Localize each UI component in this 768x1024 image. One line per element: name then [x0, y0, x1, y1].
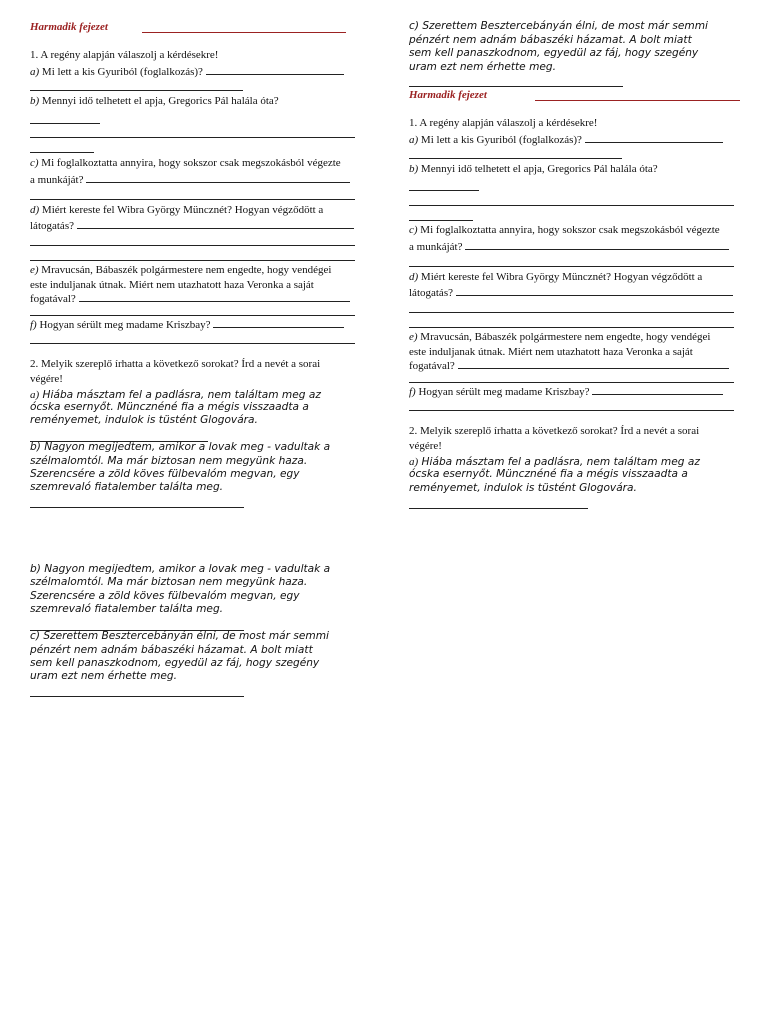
- quote-a-cont: ócska esernyőt. Müncznéné fia a mégis visszaadta a: [30, 401, 309, 413]
- quote-b: b) Nagyon megijedtem, amikor a lovak meg - vadultak a: [30, 441, 331, 453]
- question-a: a) Mi lett a kis Gyuriból (foglalkozás)?: [30, 64, 368, 80]
- quote-b-repeat-cont: szemrevaló fiatalember találta meg.: [30, 603, 224, 615]
- quote-c-top-cont: pénzért nem adnám bábaszéki házamat. A bolt miatt: [409, 34, 692, 46]
- answer-line[interactable]: [409, 86, 623, 87]
- question-c: c) Mi foglalkoztatta annyira, hogy sokszor csak megszokásból végezte: [30, 157, 341, 169]
- answer-line[interactable]: [30, 137, 355, 138]
- question-e: e) Mravucsán, Bábaszék polgármestere nem engedte, hogy vendégei: [409, 331, 711, 343]
- answer-line[interactable]: [30, 507, 244, 508]
- question-f: f) Hogyan sérült meg madame Kriszbay?: [30, 317, 368, 333]
- quote-b-cont: Szerencsére a zöld köves fülbevalóm megvan, egy: [30, 468, 300, 480]
- task2-intro: 2. Melyik szereplő írhatta a következő sorokat? Írd a nevét a sorai: [409, 425, 700, 437]
- quote-c-top-cont: sem kell panaszkodnom, egyedül az fáj, hogy szegény: [409, 47, 699, 59]
- quote-c-cont: uram ezt nem érhette meg.: [30, 670, 177, 682]
- question-f: f) Hogyan sérült meg madame Kriszbay?: [409, 384, 747, 400]
- chapter-heading: [30, 21, 368, 33]
- quote-c-cont: pénzért nem adnám bábaszéki házamat. A bolt miatt: [30, 644, 313, 656]
- quote-c: c) Szerettem Besztercebányán élni, de most már semmi: [30, 630, 329, 642]
- answer-line[interactable]: [409, 312, 734, 313]
- question-e: e) Mravucsán, Bábaszék polgármestere nem engedte, hogy vendégei: [30, 264, 332, 276]
- question-e-cont: fogatával?: [30, 291, 368, 307]
- task2-intro-cont: végére!: [30, 373, 63, 385]
- answer-line[interactable]: [409, 220, 473, 221]
- quote-c-top-cont: uram ezt nem érhette meg.: [409, 61, 556, 73]
- heading-rule: [535, 92, 740, 101]
- task2-intro-cont: végére!: [409, 440, 442, 452]
- quote-b-cont: szélmalomtól. Ma már biztosan nem megyünk haza.: [30, 455, 308, 467]
- quote-a-cont: reményemet, indulok is tüstént Glogovára.: [409, 482, 637, 494]
- task2-intro: 2. Melyik szereplő írhatta a következő sorokat? Írd a nevét a sorai: [30, 358, 321, 370]
- answer-line[interactable]: [409, 190, 479, 191]
- quote-c-top: c) Szerettem Besztercebányán élni, de most már semmi: [409, 20, 708, 32]
- question-c: c) Mi foglalkoztatta annyira, hogy sokszor csak megszokásból végezte: [409, 224, 720, 236]
- quote-c-cont: sem kell panaszkodnom, egyedül az fáj, hogy szegény: [30, 657, 320, 669]
- quote-a-cont: ócska esernyőt. Müncznéné fia a mégis visszaadta a: [409, 468, 688, 480]
- question-a: a) Mi lett a kis Gyuriból (foglalkozás)?: [409, 132, 747, 148]
- quote-a-cont: reményemet, indulok is tüstént Glogovára.: [30, 414, 258, 426]
- answer-line[interactable]: [30, 245, 355, 246]
- question-e-cont: fogatával?: [409, 358, 747, 374]
- question-c-cont: a munkáját?: [30, 172, 368, 188]
- answer-line[interactable]: [30, 152, 94, 153]
- task1-intro: 1. A regény alapján válaszolj a kérdésekre!: [409, 117, 598, 129]
- question-b: b) Mennyi idő telhetett el apja, Gregorics Pál halála óta?: [409, 163, 658, 175]
- quote-b-repeat-cont: Szerencsére a zöld köves fülbevalóm megvan, egy: [30, 590, 300, 602]
- quote-b-repeat-cont: szélmalomtól. Ma már biztosan nem megyünk haza.: [30, 576, 308, 588]
- question-d: d) Miért kereste fel Wibra György Müncznét? Hogyan végződött a: [30, 204, 324, 216]
- question-d-cont: látogatás?: [409, 285, 747, 301]
- answer-line[interactable]: [409, 382, 734, 383]
- answer-line[interactable]: [30, 343, 355, 344]
- quote-b-cont: szemrevaló fiatalember találta meg.: [30, 481, 224, 493]
- quote-a: a) Hiába másztam fel a padlásra, nem találtam meg az: [30, 389, 321, 401]
- chapter-heading-text: Harmadik fejezet: [30, 21, 108, 33]
- question-d-cont: látogatás?: [30, 218, 368, 234]
- chapter-heading-text: Harmadik fejezet: [409, 89, 487, 101]
- chapter-heading: [409, 89, 747, 101]
- question-c-cont: a munkáját?: [409, 239, 747, 255]
- answer-line[interactable]: [30, 90, 243, 91]
- question-b: b) Mennyi idő telhetett el apja, Gregorics Pál halála óta?: [30, 95, 279, 107]
- answer-line[interactable]: [30, 199, 355, 200]
- answer-line[interactable]: [409, 266, 734, 267]
- task1-intro: 1. A regény alapján válaszolj a kérdésekre!: [30, 49, 219, 61]
- answer-line[interactable]: [30, 123, 100, 124]
- answer-line[interactable]: [30, 315, 355, 316]
- answer-line[interactable]: [409, 327, 734, 328]
- answer-line[interactable]: [409, 158, 622, 159]
- answer-line[interactable]: [30, 260, 355, 261]
- question-e-cont: este induljanak útnak. Miért nem utazhatott haza Veronka a saját: [30, 279, 314, 291]
- question-d: d) Miért kereste fel Wibra György Müncznét? Hogyan végződött a: [409, 271, 703, 283]
- quote-b-repeat: b) Nagyon megijedtem, amikor a lovak meg - vadultak a: [30, 563, 331, 575]
- answer-line[interactable]: [409, 205, 734, 206]
- answer-line[interactable]: [409, 410, 734, 411]
- question-e-cont: este induljanak útnak. Miért nem utazhatott haza Veronka a saját: [409, 346, 693, 358]
- heading-rule: [142, 24, 346, 33]
- quote-a: a) Hiába másztam fel a padlásra, nem találtam meg az: [409, 456, 700, 468]
- answer-line[interactable]: [409, 508, 588, 509]
- answer-line[interactable]: [30, 696, 244, 697]
